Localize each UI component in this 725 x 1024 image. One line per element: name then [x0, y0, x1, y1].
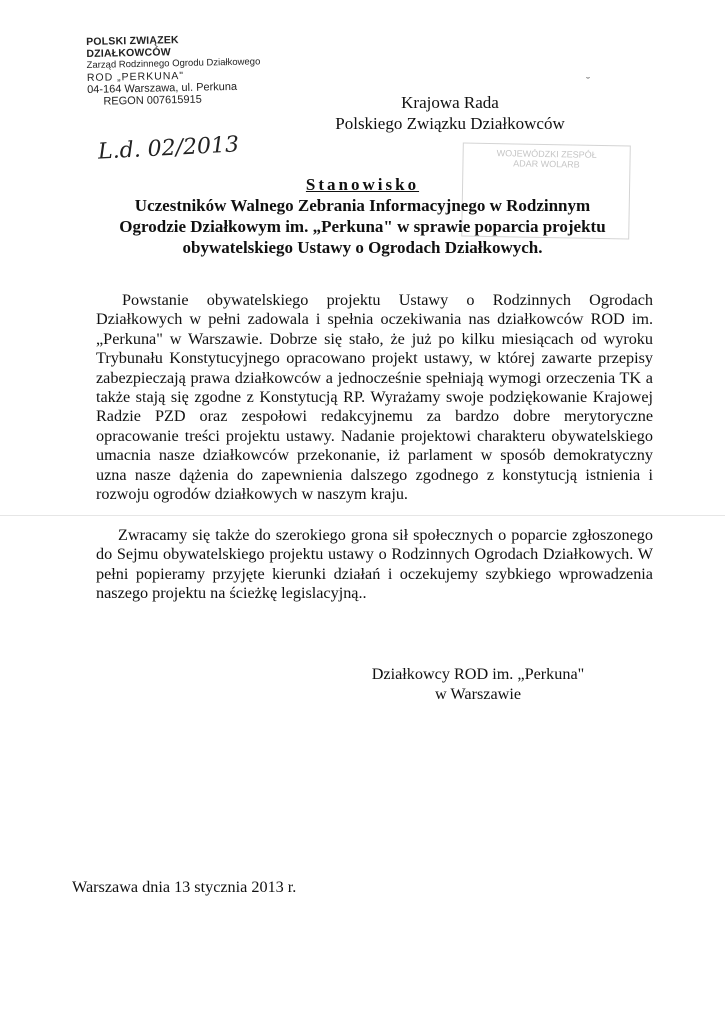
document-heading: [60, 174, 665, 258]
stamp-line-2: Zarząd Rodzinnego Ogrodu Działkowego: [86, 56, 261, 71]
stamp-line-1: POLSKI ZWIĄZEK DZIAŁKOWCÓW: [86, 34, 179, 60]
signature-block: [328, 664, 628, 704]
stamp-line-3: ROD „PERKUNA": [86, 69, 185, 84]
signature-line-2: w Warszawie: [434, 685, 522, 703]
recipient-line-1: Krajowa Rada: [401, 93, 499, 112]
recipient-block: [300, 92, 600, 134]
document-date: Warszawa dnia 13 stycznia 2013 r.: [72, 878, 297, 896]
heading-line-3: obywatelskiego Ustawy o Ogrodach Działkowych.: [182, 238, 543, 257]
reference-number: L.d. 02/2013: [97, 132, 240, 165]
paragraph-1: Powstanie obywatelskiego projektu Ustawy o Rodzinnych Ogrodach Działkowych w pełni zadowala i spełnia oczekiwania nas działkowców ROD im. „Perkuna" w Warszawie. Dobrze się stało, że już po kilku miesiącach od wyroku Trybunału Konstytucyjnego opracowano projekt ustawy, w której zawarte przepisy zabezpieczają prawa działkowców a jednocześnie spełniają wymogi orzeczenia TK a także stają się zgodne z Konstytucją RP. Wyrażamy swoje podziękowanie Krajowej Radzie PZD oraz zespołowi redakcyjnemu za bardzo dobre merytoryczne opracowanie treści projektu ustawy. Nadanie projektowi charakteru obywatelskiego umacnia nasze działkowców przekonanie, iż parlament w sposób demokratyczny uzna nasze dążenia do zapewnienia dalszego zgodnego z konstytucją istnienia i rozwoju ogrodów działkowych w naszym kraju.: [96, 291, 653, 504]
recipient-line-2: Polskiego Związku Działkowców: [335, 114, 565, 133]
scan-mark: ˘: [586, 74, 590, 88]
document-title: Stanowisko: [305, 175, 420, 194]
garden-board-stamp: [86, 32, 267, 108]
heading-line-1: Uczestników Walnego Zebrania Informacyjnego w Rodzinnym: [134, 196, 591, 215]
received-stamp-line-1: WOJEWÓDZKI ZESPÓŁ: [496, 148, 597, 160]
fold-line: [0, 515, 725, 516]
paragraph-2: Zwracamy się także do szerokiego grona sił społecznych o poparcie zgłoszonego do Sejmu obywatelskiego projektu ustawy o Rodzinnych Ogrodach Działkowych. W pełni popieramy przyjęte kierunki działań i oczekujemy szybkiego wprowadzenia naszego projektu na ścieżkę legislacyjną..: [96, 526, 653, 603]
received-stamp-line-2: ADAR WOLARB: [513, 158, 580, 170]
stamp-line-4: 04-164 Warszawa, ul. Perkuna: [87, 80, 238, 96]
signature-line-1: Działkowcy ROD im. „Perkuna": [371, 665, 585, 683]
stamp-line-5: REGON 007615915: [103, 93, 202, 108]
heading-line-2: Ogrodzie Działkowym im. „Perkuna" w sprawie poparcia projektu: [119, 217, 606, 236]
